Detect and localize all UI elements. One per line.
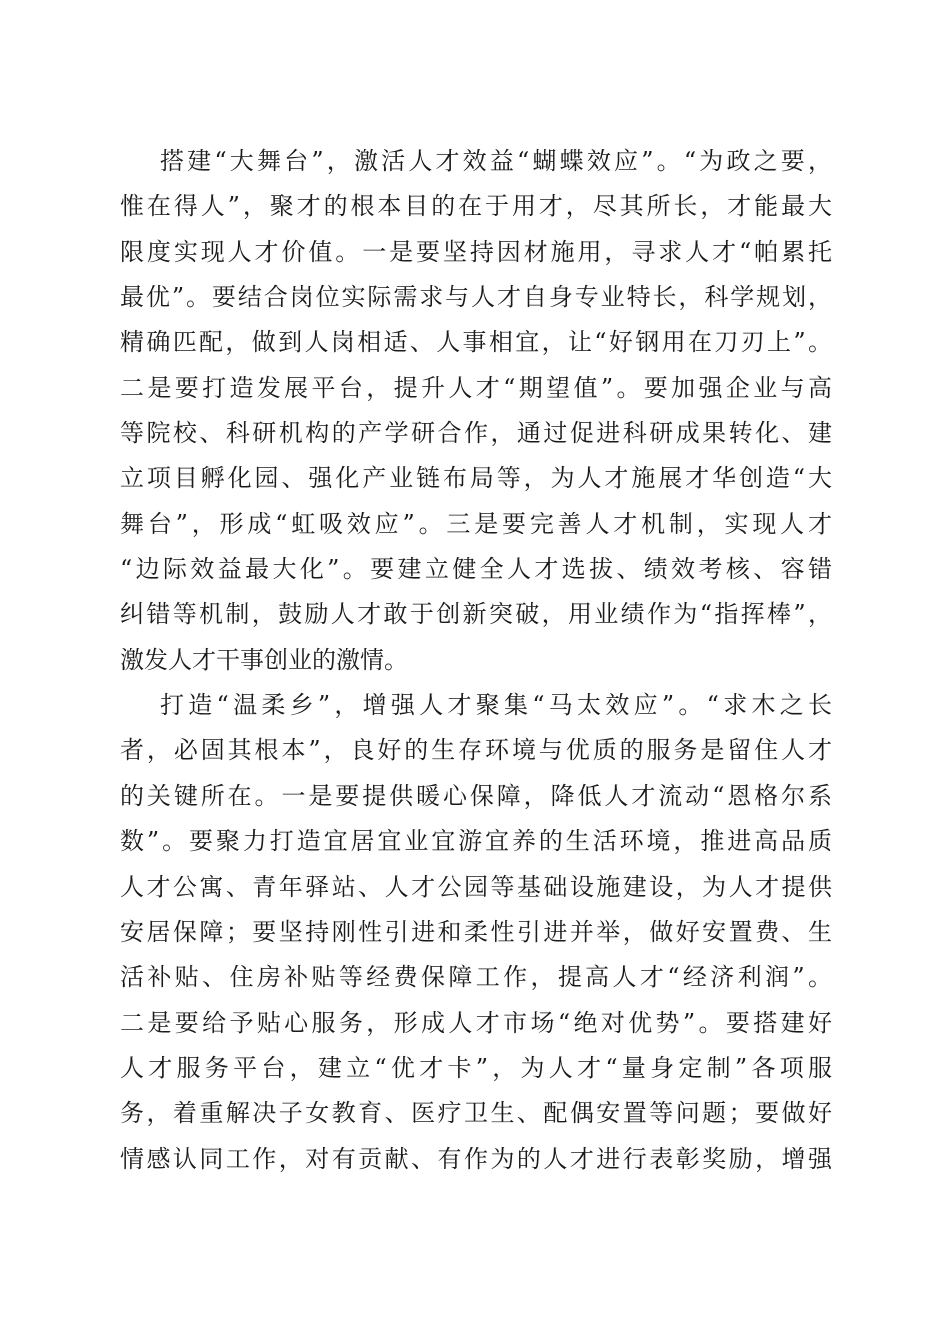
paragraph-1-line-1: 搭建“大舞台”，激活人才效益“蝴蝶效应”。“为政之要， bbox=[160, 147, 832, 175]
body-text bbox=[120, 139, 832, 1182]
paragraph-1-line-12: 激发人才干事创业的激情。 bbox=[120, 645, 408, 674]
paragraph-1-line-7: 等院校、科研机构的产学研合作，通过促进科研成果转化、建 bbox=[120, 419, 832, 448]
paragraph-1-line-9: 舞台”，形成“虹吸效应”。三是要完善人才机制，实现人才 bbox=[120, 509, 832, 538]
paragraph-2-line-1: 打造“温柔乡”，增强人才聚集“马太效应”。“求木之长 bbox=[160, 691, 832, 720]
paragraph-2-line-11: 情感认同工作，对有贡献、有作为的人才进行表彰奖励，增强 bbox=[120, 1144, 832, 1173]
paragraph-2-line-9: 人才服务平台，建立“优才卡”，为人才“量身定制”各项服 bbox=[120, 1053, 832, 1082]
paragraph-1-line-4: 最优”。要结合岗位实际需求与人才自身专业特长，科学规划， bbox=[120, 283, 832, 312]
paragraph-1-line-3: 限度实现人才价值。一是要坚持因材施用，寻求人才“帕累托 bbox=[120, 237, 832, 266]
paragraph-2-line-8: 二是要给予贴心服务，形成人才市场“绝对优势”。要搭建好 bbox=[120, 1008, 832, 1037]
paragraph-1-line-8: 立项目孵化园、强化产业链布局等，为人才施展才华创造“大 bbox=[120, 464, 832, 493]
paragraph-1-line-11: 纠错等机制，鼓励人才敢于创新突破，用业绩作为“指挥棒”， bbox=[120, 600, 832, 629]
paragraph-2-line-3: 的关键所在。一是要提供暖心保障，降低人才流动“恩格尔系 bbox=[120, 781, 832, 810]
paragraph-1-line-2: 惟在得人”，聚才的根本目的在于用才，尽其所长，才能最大 bbox=[120, 192, 832, 221]
paragraph-2-line-10: 务，着重解决子女教育、医疗卫生、配偶安置等问题；要做好 bbox=[120, 1099, 832, 1128]
paragraph-2-line-2: 者，必固其根本”，良好的生存环境与优质的服务是留住人才 bbox=[120, 736, 832, 765]
paragraph-2-line-4: 数”。要聚力打造宜居宜业宜游宜养的生活环境，推进高品质 bbox=[120, 827, 832, 856]
paragraph-1-line-5: 精确匹配，做到人岗相适、人事相宜，让“好钢用在刀刃上”。 bbox=[120, 328, 832, 357]
paragraph-1-line-6: 二是要打造发展平台，提升人才“期望值”。要加强企业与高 bbox=[120, 373, 832, 402]
paragraph-2-line-6: 安居保障；要坚持刚性引进和柔性引进并举，做好安置费、生 bbox=[120, 917, 832, 946]
paragraph-2-line-5: 人才公寓、青年驿站、人才公园等基础设施建设，为人才提供 bbox=[120, 872, 832, 901]
paragraph-2-line-7: 活补贴、住房补贴等经费保障工作，提高人才“经济利润”。 bbox=[120, 963, 832, 992]
paragraph-1-line-10: “边际效益最大化”。要建立健全人才选拔、绩效考核、容错 bbox=[120, 555, 832, 584]
